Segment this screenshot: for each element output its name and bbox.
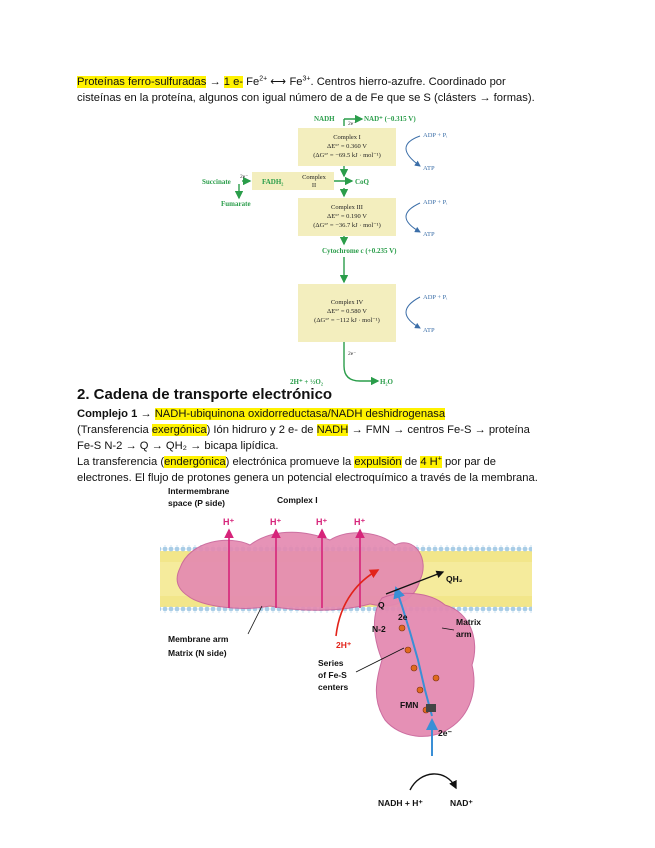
fe3-sup: 3+ bbox=[302, 75, 311, 83]
l4-a: La transferencia ( bbox=[77, 456, 165, 468]
hl-iron-sulfur: Proteínas ferro-sulfuradas bbox=[77, 76, 207, 88]
l4-d: por par de bbox=[441, 456, 496, 468]
q-label: Q bbox=[378, 600, 385, 610]
l2-a: (Transferencia bbox=[77, 424, 152, 436]
matrix-side-label: Matrix (N side) bbox=[168, 648, 227, 658]
fadh2-label: FADH₂ bbox=[262, 178, 284, 186]
section-line-2 bbox=[77, 423, 530, 438]
coq-label: CoQ bbox=[355, 178, 369, 186]
c4-g: (ΔG°′ = −112 kJ · mol⁻¹) bbox=[314, 317, 380, 324]
nad-label-2: NAD⁺ bbox=[450, 798, 473, 808]
matrix-arm-shape bbox=[374, 593, 474, 736]
cytc-label: Cytochrome c (+0.235 V) bbox=[322, 247, 397, 255]
fmn-cofactor bbox=[426, 704, 436, 712]
two-h-label: 2H⁺ bbox=[336, 640, 352, 650]
complex-label: Complex I bbox=[277, 495, 318, 505]
atp-4: ATP bbox=[423, 327, 435, 334]
h-plus-2: H⁺ bbox=[270, 517, 282, 527]
fes-label-2: of Fe-S bbox=[318, 670, 347, 680]
hl-nadh-ubiquinone: NADH-ubiquinona oxidorreductasa/NADH deshidrogenasa bbox=[154, 408, 446, 420]
l4-c: de bbox=[401, 456, 421, 468]
section-line-4 bbox=[77, 455, 496, 470]
c1-title: Complex I bbox=[333, 134, 361, 141]
c1-arrow: → bbox=[137, 408, 155, 420]
fes-label-1: Series bbox=[318, 658, 344, 668]
hl-expulsion: expulsión bbox=[354, 456, 402, 468]
ims-label-2: space (P side) bbox=[168, 498, 226, 508]
adp-1: ADP + Pᵢ bbox=[423, 132, 448, 139]
hl-exergonic: exergónica bbox=[151, 424, 207, 436]
c3-e: ΔE°′ = 0.190 V bbox=[327, 213, 367, 220]
atp-1: ATP bbox=[423, 165, 435, 172]
energy-diagram bbox=[0, 0, 655, 400]
section-title: 2. Cadena de transporte electrónico bbox=[77, 386, 333, 403]
h2o-label: H₂O bbox=[380, 378, 393, 386]
intro-line-2: cisteínas en la proteína, algunos con igual número de a de Fe que se S (clásters → formas). bbox=[77, 92, 535, 104]
complex1-line bbox=[77, 407, 445, 422]
nadh-h-label: NADH + H⁺ bbox=[378, 798, 423, 808]
membrane-arm-label: Membrane arm bbox=[168, 634, 229, 644]
l2-b: ) Ión hidruro y 2 e- de bbox=[206, 424, 317, 436]
c4-e: ΔE°′ = 0.580 V bbox=[327, 308, 367, 315]
c3-title: Complex III bbox=[331, 204, 363, 211]
hl-one-electron: 1 e- bbox=[223, 76, 244, 88]
adp-4: ADP + Pᵢ bbox=[423, 294, 448, 301]
succinate-label: Succinate bbox=[202, 178, 231, 186]
fmn-label: FMN bbox=[400, 700, 419, 710]
two-e-label: 2e⁻ bbox=[348, 121, 357, 127]
adp-3: ADP + Pᵢ bbox=[423, 199, 448, 206]
fe2-sup: 2+ bbox=[259, 75, 268, 83]
hl-endergonic: endergónica bbox=[164, 456, 226, 468]
two-e-c4: 2e⁻ bbox=[348, 351, 357, 357]
h-plus-4: H⁺ bbox=[354, 517, 366, 527]
n2-label: N-2 bbox=[372, 624, 386, 634]
h-o2-label: 2H⁺ + ½O₂ bbox=[290, 378, 323, 386]
h-plus-3: H⁺ bbox=[316, 517, 328, 527]
c2-title: Complex bbox=[302, 174, 326, 181]
c1-e: ΔE°′ = 0.360 V bbox=[327, 143, 367, 150]
c4-title: Complex IV bbox=[330, 299, 364, 306]
matrix-arm-1: Matrix bbox=[456, 617, 482, 627]
l2-c: → FMN → centros Fe-S → proteína bbox=[348, 424, 530, 436]
c3-g: (ΔG°′ = −36.7 kJ · mol⁻¹) bbox=[313, 222, 381, 229]
hl-4h-text: 4 H bbox=[420, 456, 438, 468]
hl-4h-sup: + bbox=[437, 455, 442, 463]
complex1-diagram bbox=[0, 480, 655, 848]
two-e-minus: 2e⁻ bbox=[438, 728, 452, 738]
matrix-arm-2: arm bbox=[456, 629, 472, 639]
nadh-label: NADH bbox=[314, 115, 335, 123]
section-line-3: Fe-S N-2 → Q → QH₂ → bicapa lipídica. bbox=[77, 440, 279, 452]
nad-label: NAD⁺ (−0.315 V) bbox=[364, 115, 416, 123]
c2-num: II bbox=[311, 182, 317, 189]
complex1-bold: Complejo 1 bbox=[77, 408, 138, 420]
h-plus-1: H⁺ bbox=[223, 517, 235, 527]
fe-text: Fe bbox=[243, 76, 260, 88]
fes-label-3: centers bbox=[318, 682, 349, 692]
hl-nadh: NADH bbox=[316, 424, 349, 436]
arrow-text: → bbox=[206, 76, 224, 88]
atp-3: ATP bbox=[423, 231, 435, 238]
intro-rest: . Centros hierro-azufre. Coordinado por bbox=[310, 76, 506, 88]
ims-label-1: Intermembrane bbox=[168, 486, 230, 496]
two-e-succ: 2e⁻ bbox=[240, 174, 249, 180]
c1-g: (ΔG°′ = −69.5 kJ · mol⁻¹) bbox=[313, 152, 381, 159]
qh2-label: QH₂ bbox=[446, 574, 463, 584]
section-line-5: electrones. El flujo de protones genera un potencial electroquímico a través de la membrana. bbox=[77, 472, 538, 484]
fe-arrow: ⟷ Fe bbox=[267, 76, 303, 88]
hl-4h bbox=[420, 456, 442, 468]
two-e-2: 2e bbox=[398, 612, 408, 622]
fumarate-label: Fumarate bbox=[221, 200, 251, 208]
l4-b: ) electrónica promueve la bbox=[225, 456, 355, 468]
